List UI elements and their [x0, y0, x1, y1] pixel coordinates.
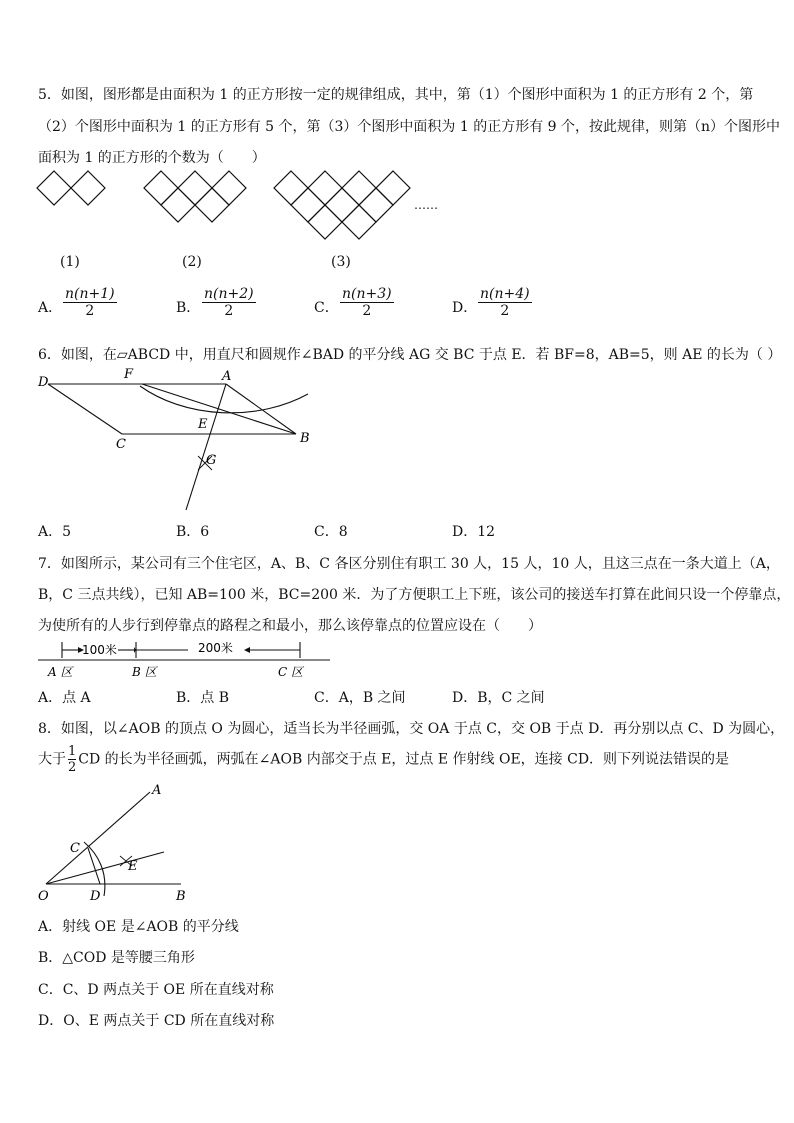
q6-stem-line1: 6．如图，在▱ABCD 中，用直尺和圆规作∠BAD 的平分线 AG 交 BC 于点 E．若 BF=8，AB=5，则 AE 的长为（ ） [38, 347, 782, 363]
q7-label-a-zone: A 区 [48, 665, 73, 679]
q5-option-a-letter[interactable]: A． [38, 300, 63, 316]
q7-road-figure [38, 638, 338, 682]
q5-fig-label-3: (3) [331, 254, 351, 270]
q6-option-a[interactable]: A．5 [38, 524, 72, 540]
q5-option-c-numerator: n(n+3) [342, 286, 392, 302]
q5-option-d-numerator: n(n+4) [480, 286, 530, 302]
q5-fig-label-2: (2) [182, 254, 202, 270]
q5-option-c-letter[interactable]: C． [314, 300, 339, 316]
q5-option-b-denominator: 2 [224, 303, 234, 319]
q8-point-o: O [38, 889, 49, 904]
q7-stem-line3: 为使所有的人步行到停靠点的路程之和最小，那么该停靠点的位置应设在（ ） [38, 618, 542, 634]
q8-stem-line2-pre: 大于 [38, 751, 66, 768]
q7-distance-ab: 100米 [82, 643, 117, 657]
q5-option-d-denominator: 2 [500, 303, 510, 319]
q6-point-a: A [222, 369, 232, 384]
q8-stem-line1: 8．如图，以∠AOB 的顶点 O 为圆心，适当长为半径画弧，交 OA 于点 C，交 OB 于点 D．再分别以点 C、D 为圆心， [38, 721, 785, 737]
q8-point-a: A [152, 783, 162, 798]
q8-option-a[interactable]: A．射线 OE 是∠AOB 的平分线 [38, 919, 239, 935]
q8-point-b: B [176, 889, 186, 904]
q5-stem-line3: 面积为 1 的正方形的个数为（ ） [38, 150, 266, 166]
q5-option-a-fraction [63, 286, 117, 319]
q8-option-b[interactable]: B．△COD 是等腰三角形 [38, 950, 195, 966]
q7-stem-line1: 7．如图所示，某公司有三个住宅区，A、B、C 各区分别住有职工 30 人，15 人，10 人，且这三点在一条大道上（A， [38, 556, 780, 572]
q5-option-b-letter[interactable]: B． [176, 300, 201, 316]
q6-point-e: E [198, 417, 208, 432]
q8-stem-line2 [38, 744, 729, 775]
q6-point-b: B [300, 431, 310, 446]
q6-point-f: F [124, 367, 134, 382]
q5-stem-line1: 5．如图，图形都是由面积为 1 的正方形按一定的规律组成，其中，第（1）个图形中面积为 1 的正方形有 2 个，第 [38, 87, 754, 103]
q6-option-b[interactable]: B．6 [176, 524, 210, 540]
q8-point-d: D [90, 889, 101, 904]
q8-point-c: C [70, 841, 80, 856]
q5-stem-line2: （2）个图形中面积为 1 的正方形有 5 个，第（3）个图形中面积为 1 的正方形有 9 个，按此规律，则第（n）个图形中 [38, 119, 781, 135]
q8-point-e: E [128, 859, 138, 874]
q8-fraction-denominator: 2 [68, 760, 77, 775]
q8-angle-bisector-figure [36, 782, 206, 908]
q7-label-c-zone: C 区 [278, 665, 303, 679]
q8-option-d[interactable]: D．O、E 两点关于 CD 所在直线对称 [38, 1013, 275, 1029]
q7-option-c[interactable]: C．A，B 之间 [314, 690, 406, 706]
q6-point-d: D [38, 375, 49, 390]
q7-option-a[interactable]: A．点 A [38, 690, 91, 706]
q5-option-a-denominator: 2 [85, 303, 95, 319]
q6-point-g: G [206, 453, 217, 468]
q5-square-pattern-figure [30, 165, 460, 275]
q5-option-a-numerator: n(n+1) [65, 286, 115, 302]
q8-option-c[interactable]: C．C、D 两点关于 OE 所在直线对称 [38, 982, 274, 998]
q5-option-c-denominator: 2 [362, 303, 372, 319]
q7-option-b[interactable]: B．点 B [176, 690, 230, 706]
q5-ellipsis: …… [414, 198, 438, 212]
q8-one-half-fraction [68, 744, 76, 775]
q6-parallelogram-figure [36, 366, 326, 516]
q5-option-b-fraction [202, 286, 256, 319]
q5-option-b-numerator: n(n+2) [204, 286, 254, 302]
q6-point-c: C [116, 437, 126, 452]
q5-option-c-fraction [340, 286, 394, 319]
q7-option-d[interactable]: D．B，C 之间 [452, 690, 545, 706]
q5-fig-label-1: (1) [60, 254, 80, 270]
q8-fraction-numerator: 1 [68, 744, 77, 759]
q6-option-d[interactable]: D．12 [452, 524, 496, 540]
q7-stem-line2: B，C 三点共线），已知 AB=100 米，BC=200 米．为了方便职工上下班，该公司的接送车打算在此间只设一个停靠点， [38, 587, 791, 603]
q8-stem-line2-post: CD 的长为半径画弧，两弧在∠AOB 内部交于点 E，过点 E 作射线 OE，连接 CD．则下列说法错误的是 [78, 751, 730, 768]
q6-option-c[interactable]: C．8 [314, 524, 348, 540]
q7-label-b-zone: B 区 [132, 665, 157, 679]
q5-option-d-letter[interactable]: D． [452, 300, 478, 316]
q5-option-d-fraction [478, 286, 532, 319]
q7-distance-bc: 200米 [198, 641, 233, 655]
